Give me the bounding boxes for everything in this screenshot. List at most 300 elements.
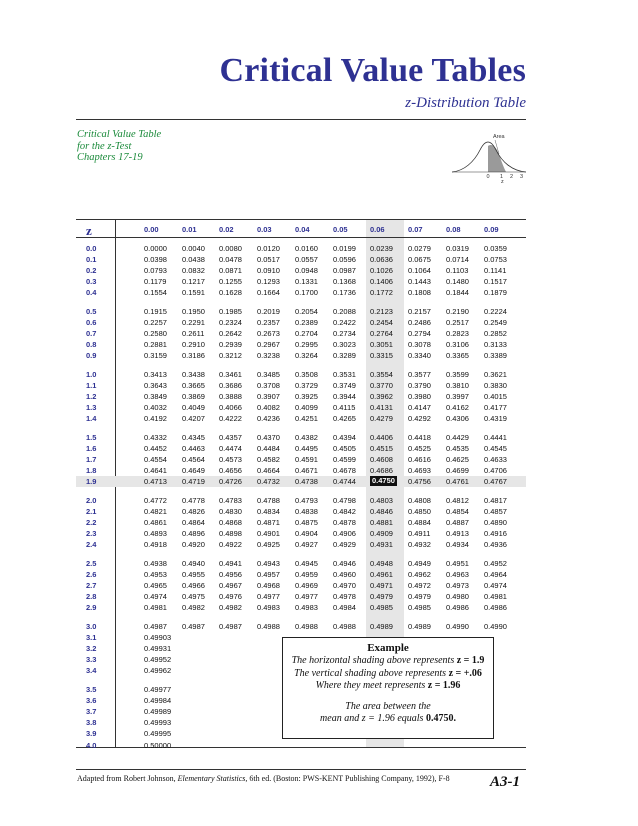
table-row [76,528,526,539]
table-cell: 0.4938 [144,559,167,568]
table-cell: 0.4911 [408,529,431,539]
table-cell: 0.4713 [144,477,167,487]
table-cell: 0.4821 [144,507,167,517]
table-cell: 0.4515 [370,444,393,454]
table-cell: 0.4948 [370,559,393,568]
table-cell: 0.0359 [484,244,507,253]
table-cell: 0.4049 [182,403,205,413]
table-cell: 0.4988 [295,622,318,631]
table-cell: 0.4990 [446,622,469,631]
table-cell: 0.4817 [484,496,507,505]
table-cell: 0.4906 [333,529,356,539]
table-row [76,569,526,580]
example-line-1 [283,655,493,668]
table-cell: 0.3849 [144,392,167,402]
table-cell: 0.3264 [295,351,318,361]
axis-tick-2: 2 [510,174,514,180]
table-cell: 0.1808 [408,288,431,298]
table-cell: 0.2734 [333,329,356,339]
table-cell: 0.4306 [446,414,469,424]
table-cell: 0.4934 [446,540,469,550]
column-header: 0.06 [370,225,385,234]
table-cell: 0.4251 [295,414,318,424]
table-cell: 0.0948 [295,266,318,276]
z-row-label: 1.2 [86,392,97,402]
table-cell: 0.4974 [144,592,167,602]
page-subtitle: z-Distribution Table [405,95,526,111]
table-cell: 0.4864 [182,518,205,528]
table-cell: 0.4032 [144,403,167,413]
table-cell: 0.2794 [408,329,431,339]
column-header: 0.08 [446,225,461,234]
table-cell: 0.1664 [257,288,280,298]
example-line-5 [283,713,493,726]
table-cell: 0.4452 [144,444,167,454]
example-title: Example [367,642,409,654]
table-cell: 0.4945 [295,559,318,568]
table-cell: 0.2704 [295,329,318,339]
table-cell: 0.4932 [408,540,431,550]
table-cell: 0.2939 [219,340,242,350]
table-cell: 0.0517 [257,255,280,265]
table-cell: 0.4699 [446,466,469,476]
table-cell: 0.4956 [219,570,242,580]
table-cell: 0.4986 [446,603,469,613]
table-cell: 0.4633 [484,455,507,465]
table-cell: 0.1628 [219,288,242,298]
table-cell: 0.3643 [144,381,167,391]
table-cell: 0.0753 [484,255,507,265]
table-cell: 0.49962 [144,666,172,676]
table-cell: 0.4812 [446,496,469,505]
table-cell: 0.1517 [484,277,507,287]
table-cell: 0.2088 [333,307,356,316]
table-cell: 0.0636 [370,255,393,265]
axis-tick-1: 1 [500,174,504,180]
table-cell: 0.2123 [370,307,393,316]
example-line-5-text: mean and z = 1.96 equals [320,713,424,724]
table-cell: 0.2357 [257,318,280,328]
table-row [76,243,526,254]
table-cell: 0.3962 [370,392,393,402]
table-cell: 0.3508 [295,370,318,379]
column-header: 0.05 [333,225,348,234]
table-cell: 0.4573 [219,455,242,465]
table-cell: 0.1591 [182,288,205,298]
z-row-label: 0.7 [86,329,97,339]
table-row [76,602,526,613]
table-cell: 0.4826 [182,507,205,517]
table-cell: 0.3790 [408,381,431,391]
table-cell: 0.1368 [333,277,356,287]
table-cell: 0.4678 [333,466,356,476]
table-cell: 0.4985 [408,603,431,613]
z-row-label: 2.1 [86,507,97,517]
table-cell: 0.4987 [219,622,242,631]
table-cell: 0.4772 [144,496,167,505]
table-cell: 0.3315 [370,351,393,361]
table-cell: 0.0557 [295,255,318,265]
z-row-label: 0.2 [86,266,97,276]
table-cell: 0.3212 [219,351,242,361]
table-cell: 0.2019 [257,307,280,316]
table-row [76,402,526,413]
table-cell: 0.3051 [370,340,393,350]
table-cell: 0.4441 [484,433,507,442]
table-cell: 0.4686 [370,466,393,476]
table-cell: 0.3869 [182,392,205,402]
z-row-label: 3.2 [86,644,97,654]
table-cell: 0.4871 [257,518,280,528]
table-cell: 0.3770 [370,381,393,391]
column-header: 0.09 [484,225,499,234]
table-cell: 0.4738 [295,477,318,487]
table-cell: 0.4850 [408,507,431,517]
axis-tick-0: 0 [486,174,490,180]
z-row-label: 1.0 [86,370,97,379]
table-cell: 0.3997 [446,392,469,402]
table-cell: 0.4616 [408,455,431,465]
table-cell: 0.4099 [295,403,318,413]
table-cell: 0.4147 [408,403,431,413]
table-cell: 0.3944 [333,392,356,402]
z-row-label: 3.4 [86,666,97,676]
table-cell: 0.0596 [333,255,356,265]
table-cell: 0.4808 [408,496,431,505]
table-cell: 0.2995 [295,340,318,350]
note-line-1: Critical Value Table [77,129,162,140]
table-cell: 0.4525 [408,444,431,454]
table-cell: 0.3729 [295,381,318,391]
table-cell: 0.4982 [219,603,242,613]
top-divider [76,119,526,120]
table-cell: 0.3389 [484,351,507,361]
table-cell: 0.4162 [446,403,469,413]
column-header: 0.04 [295,225,310,234]
table-cell: 0.1141 [484,266,507,276]
table-cell: 0.3485 [257,370,280,379]
table-cell: 0.1255 [219,277,242,287]
z-row-label: 0.3 [86,277,97,287]
example-line-4 [283,701,493,714]
table-cell: 0.2764 [370,329,393,339]
table-cell: 0.4961 [370,570,393,580]
table-cell: 0.4977 [295,592,318,602]
table-cell: 0.4988 [257,622,280,631]
z-row-label: 3.0 [86,622,97,631]
table-cell: 0.3106 [446,340,469,350]
table-cell: 0.3686 [219,381,242,391]
table-cell: 0.4649 [182,466,205,476]
table-row [76,391,526,402]
z-row-label: 1.4 [86,414,97,424]
table-cell: 0.0040 [182,244,205,253]
table-cell: 0.1406 [370,277,393,287]
table-cell: 0.4382 [295,433,318,442]
table-cell: 0.4857 [484,507,507,517]
table-cell: 0.3621 [484,370,507,379]
table-cell: 0.49977 [144,685,172,694]
table-cell: 0.4783 [219,496,242,505]
example-line-2 [283,668,493,681]
z-row-label: 2.9 [86,603,97,613]
table-cell: 0.4484 [257,444,280,454]
table-cell: 0.4965 [144,581,167,591]
table-cell: 0.4463 [182,444,205,454]
z-row-label: 2.6 [86,570,97,580]
table-cell: 0.4608 [370,455,393,465]
table-cell: 0.4887 [446,518,469,528]
table-cell: 0.4909 [370,529,393,539]
table-cell: 0.0910 [257,266,280,276]
example-line-1-text: The horizontal shading above represents [291,655,455,666]
z-row-label: 2.5 [86,559,97,568]
table-cell: 0.4015 [484,392,507,402]
table-cell: 0.4940 [182,559,205,568]
table-cell: 0.4904 [295,529,318,539]
table-cell: 0.0120 [257,244,280,253]
table-cell: 0.4495 [295,444,318,454]
table-cell: 0.3238 [257,351,280,361]
example-line-3-value: z = 1.96 [427,680,461,691]
table-cell: 0.4916 [484,529,507,539]
z-column-header: z [86,223,92,238]
chapter-note [77,129,161,164]
table-cell: 0.4222 [219,414,242,424]
page-title: Critical Value Tables [219,52,526,89]
table-cell: 0.0714 [446,255,469,265]
table-cell: 0.0438 [182,255,205,265]
table-cell: 0.4756 [408,477,431,487]
table-cell: 0.4319 [484,414,507,424]
table-cell: 0.3340 [408,351,431,361]
table-row [76,591,526,602]
table-cell: 0.3159 [144,351,167,361]
table-cell: 0.4846 [370,507,393,517]
table-cell: 0.4066 [219,403,242,413]
table-cell: 0.4989 [370,622,393,631]
table-cell: 0.4664 [257,466,280,476]
table-cell: 0.1772 [370,288,393,298]
table-cell: 0.2549 [484,318,507,328]
table-cell: 0.2517 [446,318,469,328]
axis-tick-3: 3 [520,174,524,180]
table-cell: 0.4834 [257,507,280,517]
table-cell: 0.4929 [333,540,356,550]
table-cell: 0.4974 [484,581,507,591]
table-cell: 0.1915 [144,307,167,316]
table-cell: 0.3708 [257,381,280,391]
z-row-label: 2.8 [86,592,97,602]
table-cell: 0.2224 [484,307,507,316]
z-row-label: 3.8 [86,718,97,728]
table-cell: 0.4943 [257,559,280,568]
table-cell: 0.4985 [370,603,393,613]
citation-title: Elementary Statistics [177,774,246,783]
table-cell: 0.1950 [182,307,205,316]
table-cell: 0.4967 [219,581,242,591]
table-cell: 0.4970 [333,581,356,591]
table-cell: 0.4236 [257,414,280,424]
table-cell: 0.4535 [446,444,469,454]
table-cell: 0.4979 [370,592,393,602]
table-cell: 0.4987 [182,622,205,631]
table-row [76,539,526,550]
normal-curve-figure [450,128,528,184]
table-cell: 0.4931 [370,540,393,550]
table-cell: 0.49989 [144,707,172,717]
table-cell: 0.2257 [144,318,167,328]
table-cell: 0.4854 [446,507,469,517]
table-cell: 0.4920 [182,540,205,550]
table-cell: 0.4505 [333,444,356,454]
z-row-label: 3.3 [86,655,97,665]
table-cell: 0.4976 [219,592,242,602]
table-cell: 0.0832 [182,266,205,276]
column-header: 0.00 [144,225,159,234]
table-cell: 0.4960 [333,570,356,580]
z-row-label: 2.0 [86,496,97,505]
table-cell: 0.4901 [257,529,280,539]
table-cell: 0.4292 [408,414,431,424]
z-row-label: 2.4 [86,540,97,550]
table-cell: 0.49931 [144,644,172,654]
column-header: 0.02 [219,225,234,234]
table-cell: 0.3133 [484,340,507,350]
table-cell: 0.4978 [333,592,356,602]
table-cell: 0.4798 [333,496,356,505]
example-line-3 [283,680,493,693]
example-box [282,637,494,739]
table-cell: 0.4981 [144,603,167,613]
table-cell: 0.3554 [370,370,393,379]
table-cell: 0.4966 [182,581,205,591]
table-cell: 0.4082 [257,403,280,413]
table-cell: 0.4761 [446,477,469,487]
table-cell: 0.4983 [295,603,318,613]
note-line-2: for the z-Test [77,140,132,152]
table-row [76,350,526,361]
z-row-label: 2.3 [86,529,97,539]
table-cell: 0.3186 [182,351,205,361]
table-cell: 0.49952 [144,655,172,665]
table-cell: 0.0478 [219,255,242,265]
table-cell: 0.4564 [182,455,205,465]
table-row [76,443,526,454]
table-cell: 0.2967 [257,340,280,350]
table-cell: 0.4131 [370,403,393,413]
shaded-area [488,145,506,172]
table-cell: 0.4693 [408,466,431,476]
table-cell: 0.4973 [446,581,469,591]
table-cell: 0.4979 [408,592,431,602]
table-cell: 0.4429 [446,433,469,442]
table-row [76,369,526,380]
citation-suffix: , 6th ed. (Boston: PWS-KENT Publishing Company, 1992), F-8 [245,774,450,783]
table-cell: 0.0199 [333,244,356,253]
table-cell: 0.0160 [295,244,318,253]
table-cell: 0.0398 [144,255,167,265]
z-row-label: 1.5 [86,433,97,442]
table-cell: 0.4545 [484,444,507,454]
table-cell: 0.4927 [295,540,318,550]
table-cell: 0.49903 [144,633,172,643]
table-row [76,580,526,591]
table-cell: 0.4969 [295,581,318,591]
table-cell: 0.4599 [333,455,356,465]
table-row [76,558,526,569]
table-cell: 0.0319 [446,244,469,253]
table-cell: 0.4890 [484,518,507,528]
table-cell: 0.3577 [408,370,431,379]
table-cell: 0.49993 [144,718,172,728]
table-cell: 0.4884 [408,518,431,528]
table-cell: 0.4732 [257,477,280,487]
table-cell: 0.2486 [408,318,431,328]
note-line-3: Chapters 17-19 [77,152,143,163]
table-row [76,740,526,751]
table-cell: 0.3749 [333,381,356,391]
table-cell: 0.4982 [182,603,205,613]
example-line-5-value: 0.4750. [425,713,456,724]
table-cell: 0.4591 [295,455,318,465]
table-cell: 0.3888 [219,392,242,402]
z-row-label: 1.9 [86,477,97,487]
table-cell: 0.4332 [144,433,167,442]
table-cell: 0.4946 [333,559,356,568]
z-row-label: 0.5 [86,307,97,316]
table-cell: 0.1293 [257,277,280,287]
table-cell: 0.2580 [144,329,167,339]
table-cell: 0.4896 [182,529,205,539]
table-cell: 0.3461 [219,370,242,379]
table-cell: 0.4983 [257,603,280,613]
table-cell: 0.4793 [295,496,318,505]
table-cell: 0.1844 [446,288,469,298]
table-cell: 0.0871 [219,266,242,276]
table-cell: 0.1064 [408,266,431,276]
table-cell: 0.2422 [333,318,356,328]
table-cell: 0.0279 [408,244,431,253]
table-cell: 0.3599 [446,370,469,379]
table-cell: 0.2611 [182,329,205,339]
table-cell: 0.4949 [408,559,431,568]
table-row [76,287,526,298]
table-cell: 0.4370 [257,433,280,442]
z-row-label: 0.8 [86,340,97,350]
table-cell: 0.4671 [295,466,318,476]
column-header: 0.07 [408,225,423,234]
z-row-label: 1.8 [86,466,97,476]
table-cell: 0.3365 [446,351,469,361]
table-cell: 0.4861 [144,518,167,528]
table-cell: 0.2324 [219,318,242,328]
table-cell: 0.4554 [144,455,167,465]
example-line-3-text: Where they meet represents [315,680,426,691]
bottom-divider [76,769,526,770]
table-row [76,328,526,339]
table-cell: 0.4345 [182,433,205,442]
table-cell: 0.3413 [144,370,167,379]
table-cell: 0.4981 [484,592,507,602]
z-row-label: 1.6 [86,444,97,454]
table-cell: 0.4986 [484,603,507,613]
table-row [76,317,526,328]
table-row [76,495,526,506]
table-cell: 0.4951 [446,559,469,568]
table-cell: 0.3830 [484,381,507,391]
table-cell: 0.3289 [333,351,356,361]
